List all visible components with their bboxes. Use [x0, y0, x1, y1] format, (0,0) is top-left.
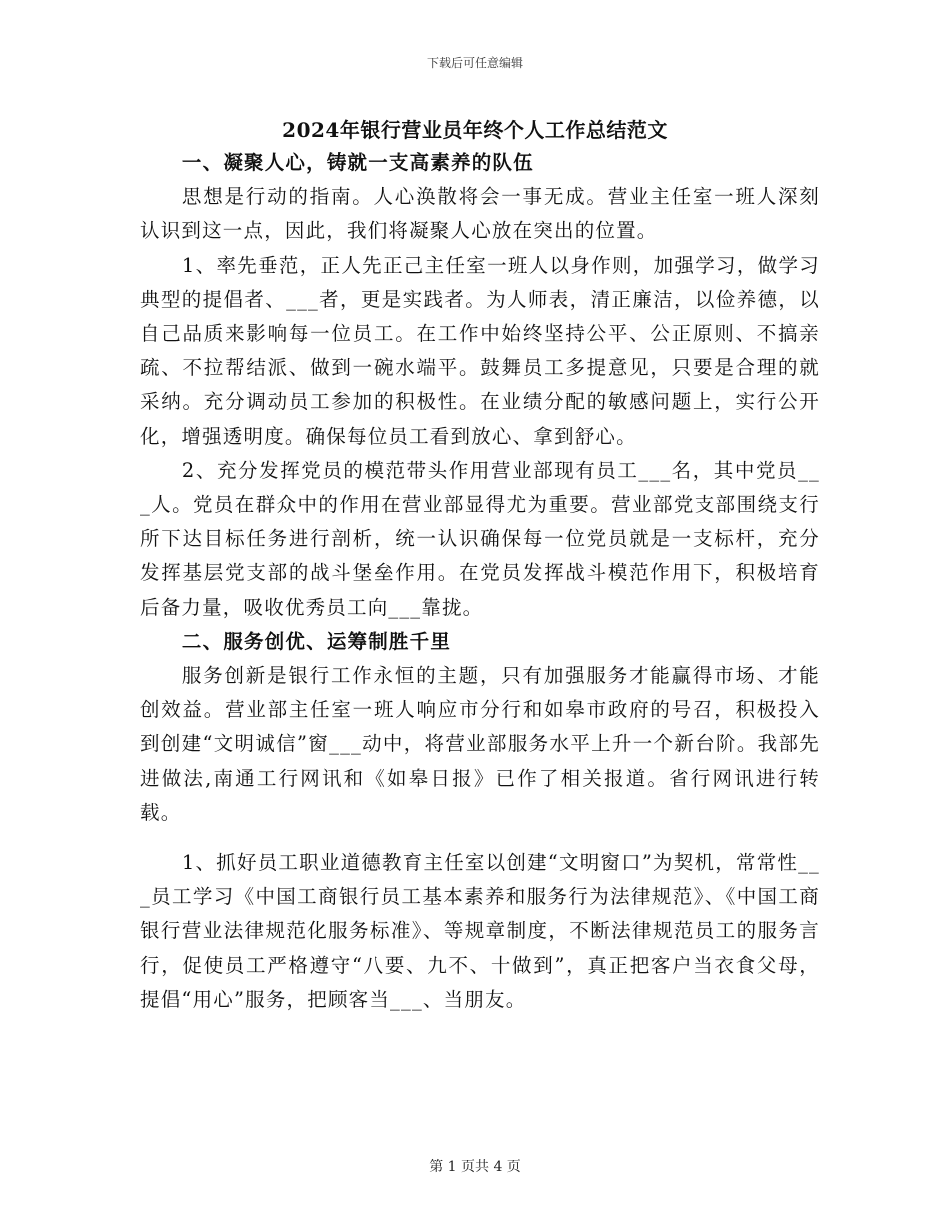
paragraph: 1、抓好员工职业道德教育主任室以创建“文明窗口”为契机，常常性___员工学习《中国工商银行员工基本素养和服务行为法律规范》、《中国工商银行营业法律规范化服务标准》、等规章制度，不断法律规范员工的服务言行，促使员工严格遵守“八要、九不、十做到”，真正把客户当衣食父母，提倡“用心”服务，把顾客当___、当朋友。 [140, 851, 820, 1011]
section-heading-1: 一、凝聚人心，铸就一支高素养的队伍 [181, 151, 534, 174]
paragraph: 思想是行动的指南。人心涣散将会一事无成。营业主任室一班人深刻认识到这一点，因此，我们将凝聚人心放在突出的位置。 [140, 185, 820, 243]
section-heading-2: 二、服务创优、运筹制胜千里 [181, 629, 452, 653]
paragraph: 2、充分发挥党员的模范带头作用营业部现有员工___名，其中党员___人。党员在群众中的作用在营业部显得尤为重要。营业部党支部围绕支行所下达目标任务进行剖析，统一认识确保每一位党员就是一支标杆，充分发挥基层党支部的战斗堡垒作用。在党员发挥战斗模范作用下，积极培育后备力量，吸收优秀员工向___靠拢。 [140, 458, 820, 619]
document-body [140, 146, 820, 1017]
document-title: 2024年银行营业员年终个人工作总结范文 [282, 118, 668, 142]
page-number: 第 1 页共 4 页 [429, 1159, 521, 1175]
header-note: 下载后可任意编辑 [426, 56, 523, 70]
paragraph: 1、率先垂范，正人先正己主任室一班人以身作则，加强学习，做学习典型的提倡者、___者，更是实践者。为人师表，清正廉洁，以俭养德，以自己品质来影响每一位员工。在工作中始终坚持公平、公正原则、不搞亲疏、不拉帮结派、做到一碗水端平。鼓舞员工多提意见，只要是合理的就采纳。充分调动员工参加的积极性。在业绩分配的敏感问题上，实行公开化，增强透明度。确保每位员工看到放心、拿到舒心。 [140, 253, 820, 448]
paragraph: 服务创新是银行工作永恒的主题，只有加强服务才能赢得市场、才能创效益。营业部主任室一班人响应市分行和如皋市政府的号召，积极投入到创建“文明诚信”窗___动中，将营业部服务水平上升一个新台阶。我部先进做法,南通工行网讯和《如皋日报》已作了相关报道。省行网讯进行转载。 [140, 664, 820, 824]
